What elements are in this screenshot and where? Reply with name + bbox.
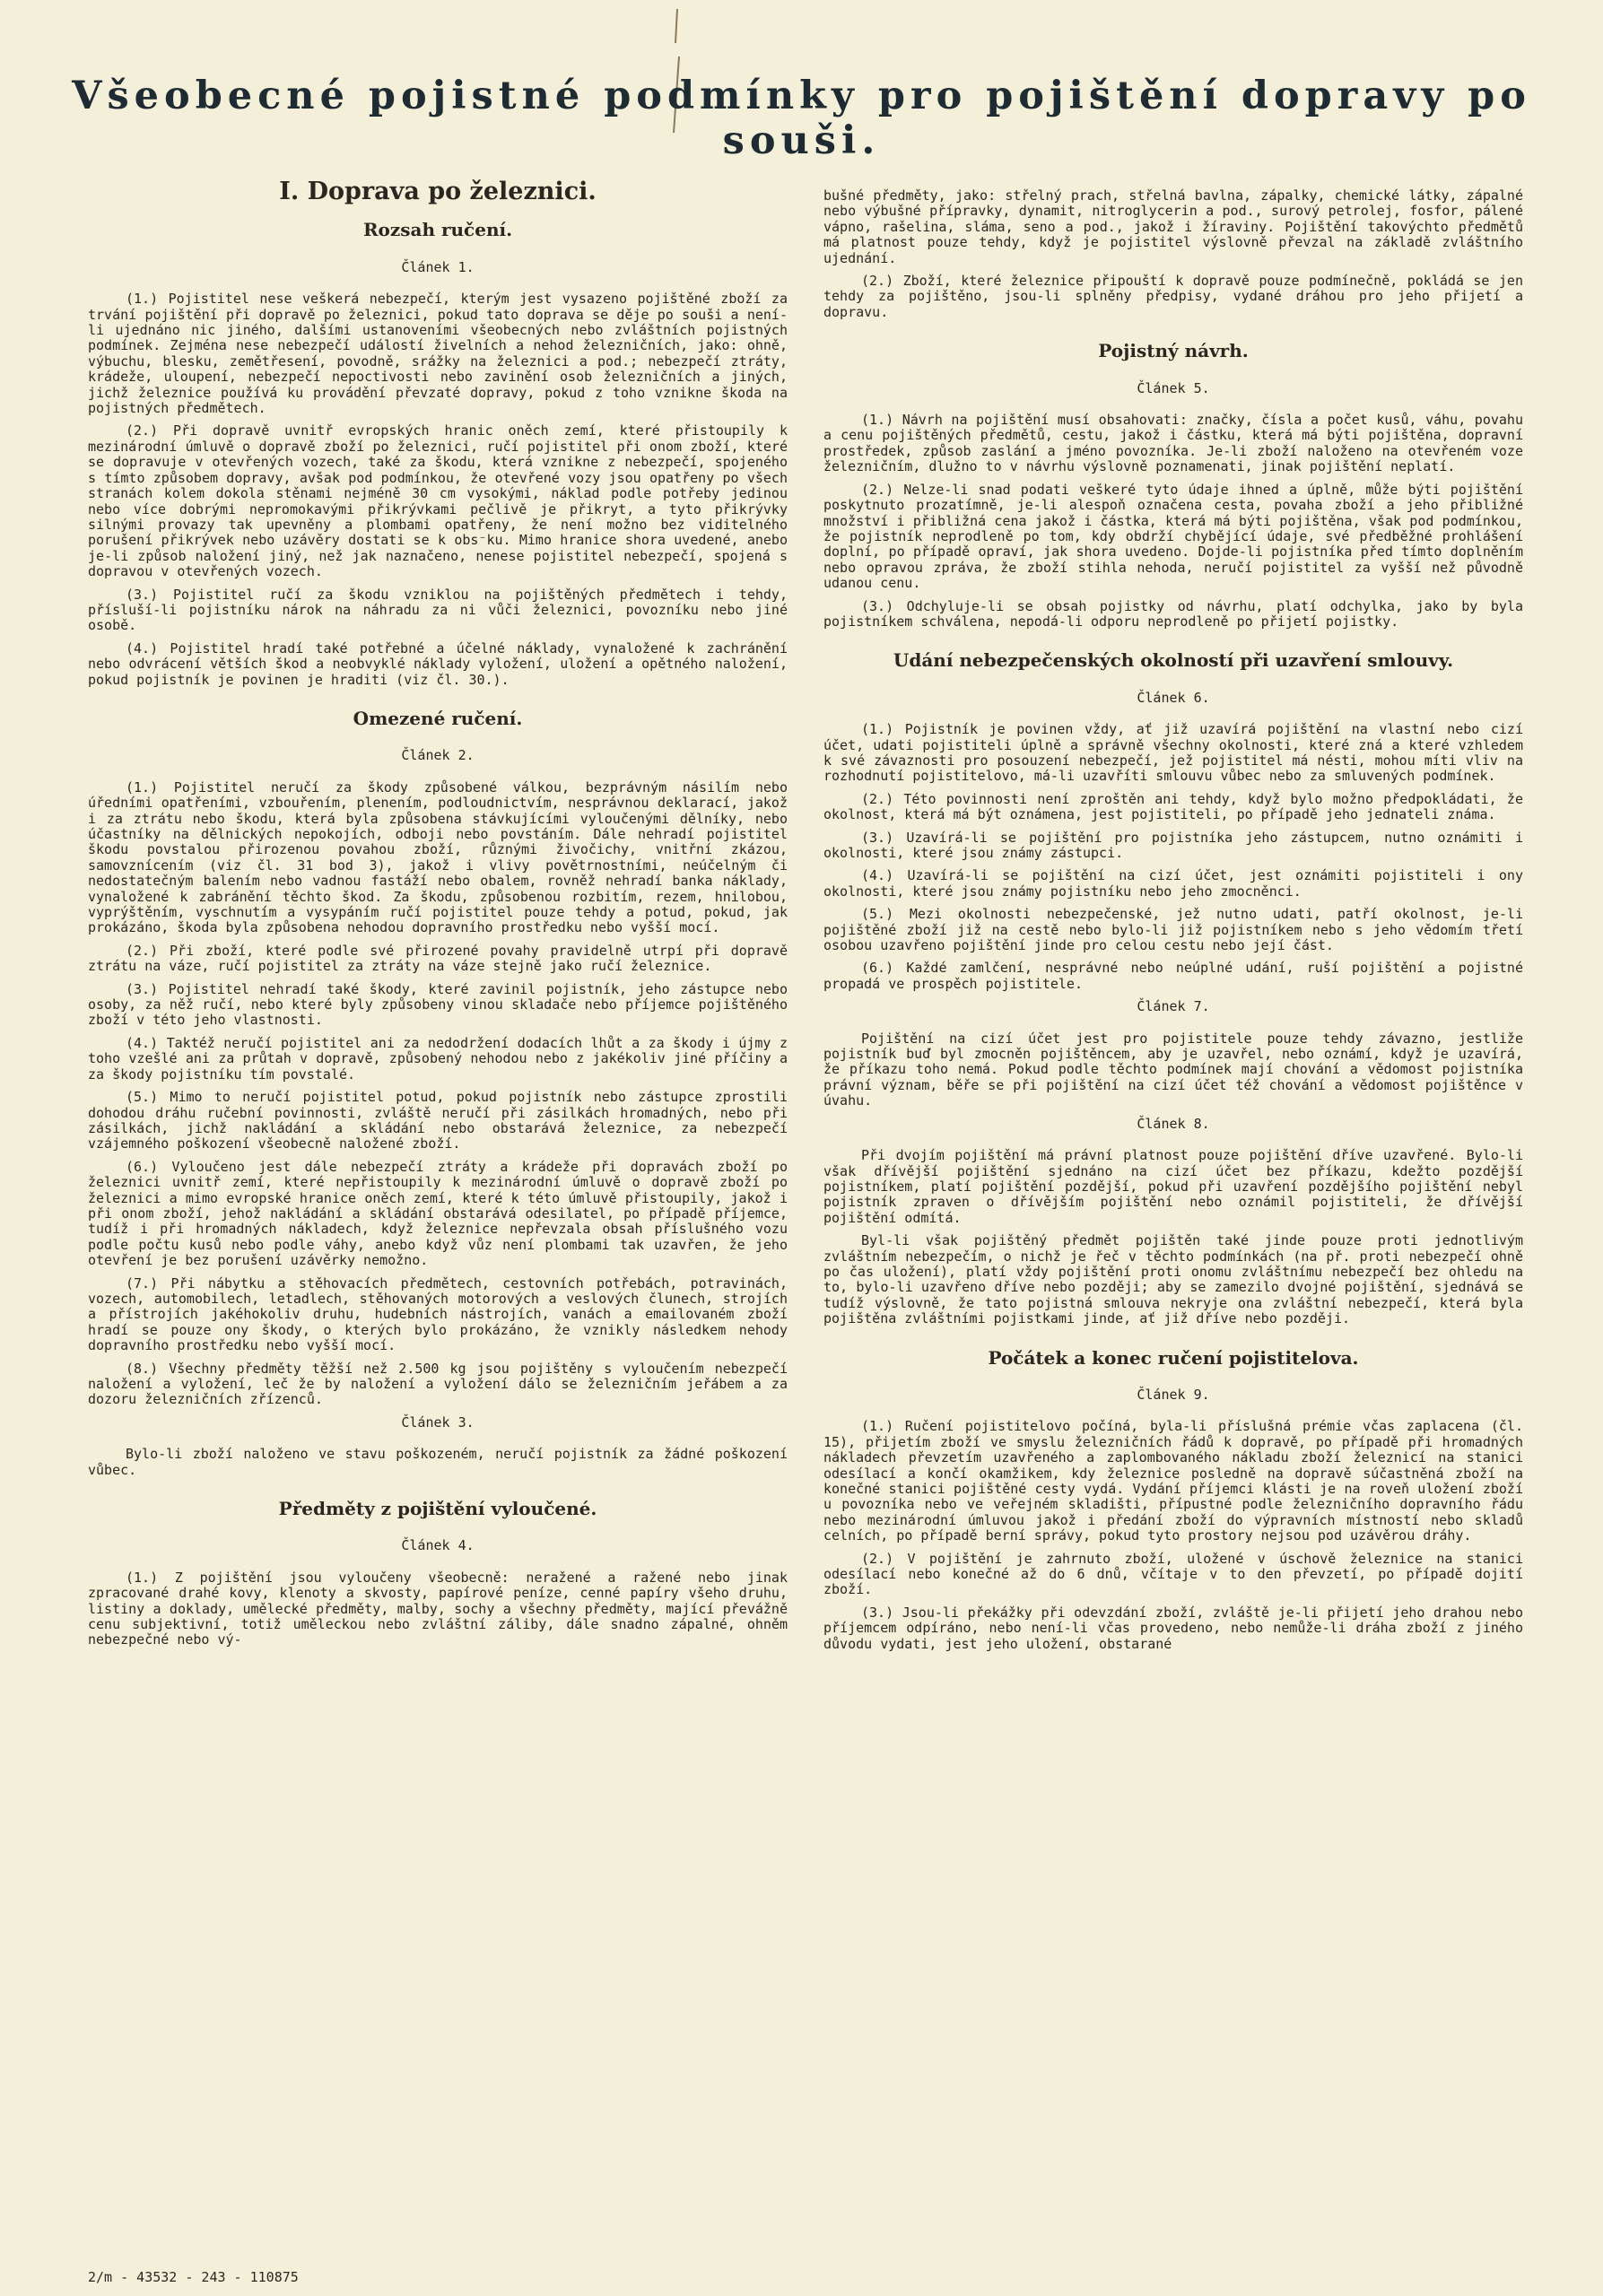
article-label: Článek 5.: [1137, 379, 1210, 396]
article-label: Článek 4.: [401, 1537, 475, 1554]
paragraph: (4.) Uzavírá-li se pojištění na cizí účet, jest oznámiti pojistiteli i ony okolnosti, které jsou známy pojistníku nebo jeho zmocněnci.: [823, 867, 1523, 900]
paragraph: (5.) Mezi okolnosti nebezpečenské, jež nutno udati, patří okolnost, je-li pojištěné zboží již na cestě nebo bylo-li již pojistníkem nebo s jeho vědomím třetí osobou uzavřeno pojištění jinde pro celou cestu nebo její část.: [823, 906, 1523, 954]
article-label: Článek 9.: [1137, 1386, 1210, 1403]
paragraph: (3.) Odchyluje-li se obsah pojistky od návrhu, platí odchylka, jako by byla pojistníkem schválena, nepodá-li odporu neprodleně po přijetí pojistky.: [823, 597, 1523, 630]
paragraph: Při dvojím pojištění má právní platnost pouze pojištění dříve uzavřené. Bylo-li však dřívější pojištění sjednáno na cizí účet bez příkazu, kdežto pozdější pojistníkem, platí pojištění pozdější, pokud při uzavření pozdějšího pojištění nebyl pojistník zpraven o dřívějším pojištění nebo oznámil pojistiteli, že dřívější pojištění odmítá.: [823, 1147, 1523, 1226]
section-heading-scope: Rozsah ručení.: [362, 219, 513, 241]
right-column: [823, 188, 1523, 1659]
paragraph: (1.) Pojistitel neručí za škody způsobené válkou, bezprávným násilím nebo úředními opatřeními, vzbouřením, plenením, podloudnictvím, nesprávnou deklarací, jakož i za ztrátu nebo škodu, která byla způsobena stávkujícími vyloučenými dělníky, nebo účastníky na dělnických nepokojích, odboji nebo povstáním. Dále nehradí pojistitel škodu povstalou přirozenou povahou zboží, různými živočichy, vnitřní zkázou, samovznícením (viz čl. 31 bod 3), jakož i vlivy povětrnostními, neúčelným či nedostatečným balením nebo vadnou fastáží nebo obalem, rovněž nehradí banka náklady, vynaložené k zabránění těchto škod. Za škodu, způsobenou rozbitím, rezem, hnilobou, vyprýštěním, vyschnutím a vysypáním ručí pojistitel pouze tehdy a potud, pokud, jak prokázáno, škoda byla způsobena nehodou dopravního prostředku nebo vyšší mocí.: [88, 778, 788, 936]
print-code: 2/m - 43532 - 243 - 110875: [88, 2269, 299, 2285]
section-heading-risk-circumstances: Udání nebezpečenských okolností při uzavření smlouvy.: [893, 649, 1454, 672]
paragraph: Byl-li však pojištěný předmět pojištěn také jinde pouze proti jednotlivým zvláštním nebezpečím, o nichž je řeč v těchto podmínkách (na př. proti nebezpečí ohně po čas uložení), platí vždy pojištění proti onomu zvláštnímu nebezpečí bez ohledu na to, bylo-li uzavřeno dříve nebo později; aby se zamezilo dvojné pojištění, sjednává se tudíž výslovně, že tato pojistná smlouva nekryje ona zvláštní nebezpečí, která byla pojištěna zvláštními pojistkami jinde, ať již dříve nebo později.: [823, 1232, 1523, 1327]
paragraph: (6.) Každé zamlčení, nesprávné nebo neúplné udání, ruší pojištění a pojistné propadá ve prospěch pojistitele.: [823, 960, 1523, 992]
paragraph: (1.) Ručení pojistitelovo počíná, byla-li příslušná prémie včas zaplacena (čl. 15), přijetím zboží ve smyslu železničních řádů k dopravě, po případě při hromadných nákladech převzetím uzavřeného a zaplombovaného nákladu zboží železnicí na stanici odesílací a končí okamžikem, kdy železnice posledně na dopravě súčastněná zboží na konečné stanici pojištěné cesty vydá. Vydání příjemci klásti je na roveň uložení zboží u povozníka nebo ve veřejném skladišti, přípustné podle železničního dopravního řádu nebo mezinárodní úmluvou jakož i předání zboží do výpravních místností nebo skladů celních, po případě berní správy, pokud tyto prostory nejsou pod uzávěrou dráhy.: [823, 1418, 1523, 1544]
paragraph: (1.) Z pojištění jsou vyloučeny všeobecně: neražené a ražené nebo jinak zpracované drahé kovy, klenoty a skvosty, papírové peníze, cenné papíry všeho druhu, listiny a doklady, umělecké předměty, malby, sochy a všechny předměty, mající převážně cenu subjektivní, totiž uměleckou nebo zvláštní záliby, dále snadno zápalné, ohněm nebezpečné nebo vý-: [88, 1569, 788, 1648]
paragraph: Bylo-li zboží naloženo ve stavu poškozeném, neručí pojistník za žádné poškození vůbec.: [88, 1446, 788, 1478]
paragraph: (4.) Taktéž neručí pojistitel ani za nedodržení dodacích lhůt a za škody i újmy z toho vzešlé ani za průtah v dopravě, způsobený nehodou nebo z jakékoliv jiné příčiny a za škody pojistníku tím povstalé.: [88, 1034, 788, 1083]
article-label: Článek 7.: [1137, 998, 1210, 1015]
paragraph: (2.) Při dopravě uvnitř evropských hranic oněch zemí, které přistoupily k mezinárodní úmluvě o dopravě zboží po železnici, ručí pojistitel při onom zboží, které se dopravuje v otevřených vozech, také za škodu, která vznikne z nebezpečí, spojeného s tímto způsobem dopravy, avšak pod podmínkou, že otevřené vozy jsou opatřeny po všech stranách kolem dokola stěnami nejméně 30 cm vysokými, náklad podle potřeby jedinou nebo více dobrými nepromokavými přikrývkami pečlivě je přikryt, a tyto přikrývky silnými provazy tak upevněny a plombami opatřeny, že není možno bez viditelného porušení přikrývek nebo uzávěry dostati se k obs⁻ku. Mimo hranice shora uvedené, anebo je-li způsob naložení jiný, než jak naznačeno, nenese pojistitel nebezpečí, spojená s dopravou v otevřených vozech.: [88, 422, 788, 580]
article-label: Článek 2.: [401, 747, 475, 764]
section-heading-excluded: Předměty z pojištění vyloučené.: [278, 1498, 597, 1520]
article-label: Článek 6.: [1137, 689, 1210, 706]
paragraph: Pojištění na cizí účet jest pro pojistitele pouze tehdy závazno, jestliže pojistník buď byl zmocněn pojištěncem, aby je uzavřel, nebo oznámí, když je uzavírá, že příkazu toho nemá. Pokud podle těchto podmínek mají chování a vědomost pojistníka právní význam, běře se při pojištění na cizí účet též chování a vědomost pojištěnce v úvahu.: [823, 1030, 1523, 1109]
article-label: Článek 1.: [401, 258, 475, 275]
paragraph: (3.) Uzavírá-li se pojištění pro pojistníka jeho zástupcem, nutno oznámiti i okolnosti, které jsou známy zástupci.: [823, 829, 1523, 861]
section-heading-proposal: Pojistný návrh.: [1098, 340, 1249, 362]
paragraph: (3.) Jsou-li překážky při odevzdání zboží, zvláště je-li přijetí jeho drahou nebo příjemcem odpíráno, nebo není-li včas provedeno, nebo nemůže-li dráha zboží z jiného důvodu vydati, jest jeho uložení, obstarané: [823, 1604, 1523, 1652]
paragraph: (2.) Zboží, které železnice připouští k dopravě pouze podmínečně, pokládá se jen tehdy za pojištěno, jsou-li splněny předpisy, vydané dráhou pro jeho přijetí a dopravu.: [823, 273, 1523, 320]
paragraph: (7.) Při nábytku a stěhovacích předmětech, cestovních potřebách, potravinách, vozech, automobilech, letadlech, stěhovaných motorových a veslových člunech, strojích a přístrojích jakéhokoliv druhu, hudebních nástrojích, vanách a emailovaném zboží hradí se pouze ony škody, o kterých bylo prokázáno, že vznikly následkem nehody dopravního prostředku nebo vyšší mocí.: [88, 1274, 788, 1354]
paragraph: (3.) Pojistitel nehradí také škody, které zavinil pojistník, jeho zástupce nebo osoby, za něž ručí, nebo které byly způsobeny vinou skladače nebo příjemce pojištěného zboží v této jeho vlastnosti.: [88, 980, 788, 1029]
paragraph: (2.) Při zboží, které podle své přirozené povahy pravidelně utrpí při dopravě ztrátu na váze, ručí pojistitel za ztráty na váze stejně jako ručí železnice.: [88, 942, 788, 975]
section-heading-start-end: Počátek a konec ručení pojistitelova.: [988, 1346, 1359, 1369]
left-column: [88, 175, 788, 1656]
section-heading-limited: Omezené ručení.: [353, 707, 523, 729]
paragraph: bušné předměty, jako: střelný prach, střelná bavlna, zápalky, chemické látky, zápalné nebo výbušné přípravky, dynamit, nitroglycerin a pod., surový petrolej, fosfor, pálené vápno, rašelina, sláma, seno a pod., jakož i žíraviny. Pojištění takovýchto předmětů má platnost pouze tehdy, když je pojistitel výslovně převzal na základě zvláštního ujednání.: [823, 187, 1523, 266]
article-label: Článek 3.: [401, 1413, 475, 1431]
paragraph: (1.) Pojistník je povinen vždy, ať již uzavírá pojištění na vlastní nebo cizí účet, udati pojistiteli úplně a správně všechny okolnosti, které zná a které vzhledem k své závaznosti pro posouzení nebezpečí, jež pojistitel má nésti, mohou míti vliv na rozhodnutí pojistitelovo, má-li uzavříti smlouvu vůbec nebo za smluvených podmínek.: [823, 721, 1523, 785]
paragraph: (8.) Všechny předměty těžší než 2.500 kg jsou pojištěny s vyloučením nebezpečí naložení a vyložení, leč že by naložení a vyložení dálo se železničním jeřábem a za dozoru železničních zřízenců.: [88, 1360, 788, 1408]
paragraph: (1.) Pojistitel nese veškerá nebezpečí, kterým jest vysazeno pojištěné zboží za trvání pojištění při dopravě po železnici, pokud tato doprava se děje po souši a není-li ujednáno nic jiného, dalšími ustanoveními všeobecných nebo zvláštních pojistných podmínek. Zejména nese nebezpečí událostí živelních a nehod železničních, jako: ohně, výbuchu, blesku, zemětřesení, povodně, srážky na železnici a pod.; nebezpečí ztráty, krádeže, uloupení, nebezpečí nepoctivosti nebo zavinění osob železničních a jiných, jichž železnice používá ku provádění převzaté dopravy, pokud z toho vznikne škoda na pojistných předmětech.: [88, 291, 788, 417]
part-heading: I. Doprava po železnici.: [279, 178, 597, 205]
paragraph: (2.) V pojištění je zahrnuto zboží, uložené v úschově železnice na stanici odesílací nebo konečné až do 6 dnů, včítaje v to den převzetí, po případě dojití zboží.: [823, 1550, 1523, 1598]
article-label: Článek 8.: [1137, 1115, 1210, 1132]
paragraph: (2.) Této povinnosti není zproštěn ani tehdy, když bylo možno předpokládati, že okolnost, která má být oznámena, jest pojistiteli, po případě jeho jednateli známa.: [823, 790, 1523, 823]
paragraph: (4.) Pojistitel hradí také potřebné a účelné náklady, vynaložené k zachránění nebo odvrácení větších škod a neobvyklé náklady vyložení, uložení a opětného naložení, pokud pojistník je povinen je hraditi (viz čl. 30.).: [88, 639, 788, 688]
paragraph: (5.) Mimo to neručí pojistitel potud, pokud pojistník nebo zástupce zprostili dohodou dráhu ručební povinnosti, zvláště neručí při zásilkách hromadných, nebo při zásilkách, jichž nakládání a skládání nebo obstarává železnice, za nebezpečí vzájemného poškození všeobecně naložené zboží.: [88, 1089, 788, 1152]
paragraph: (6.) Vyloučeno jest dále nebezpečí ztráty a krádeže při dopravách zboží po železnici uvnitř zemí, které nepřistoupily k mezinárodní úmluvě o dopravě zboží po železnici a mimo evropské hranice oněch zemí, které k této úmluvě přistoupily, jakož i při onom zboží, jehož nakládání a skládání obstarává odesilatel, po případě příjemce, tudíž i při hromadných nákladech, když železnice nepřevzala obsah příslušného vozu podle počtu kusů nebo podle váhy, anebo když vůz není plombami tak uzavřen, že jeho otevření je bez porušení uzávěrky nemožno.: [88, 1158, 788, 1269]
paragraph: (2.) Nelze-li snad podati veškeré tyto údaje ihned a úplně, může býti pojištění poskytnuto prozatímně, je-li alespoň označena cesta, povaha zboží a jeho přibližné množství i přibližná cena jakož i částka, která má býti pojištěna, však pod podmínkou, že pojistník neprodleně po tom, kdy obdrží chybějící údaje, své předběžné prohlášení doplní, po případě opraví, jak shora uvedeno. Dojde-li pojistníka před tímto doplněním nebo opravou zpráva, že zboží stihla nehoda, neručí pojistitel za vyšší než původně udanou cenu.: [823, 481, 1523, 592]
paragraph: (3.) Pojistitel ručí za škodu vzniklou na pojištěných předmětech i tehdy, přísluší-li pojistníku nárok na náhradu za ni vůči železnici, povozníku nebo jiné osobě.: [88, 586, 788, 634]
paragraph: (1.) Návrh na pojištění musí obsahovati: značky, čísla a počet kusů, váhu, povahu a cenu pojištěných předmětů, cestu, jakož i částku, která má býti pojištěna, dopravní prostředek, způsob zaslání a jméno povozníka. Je-li zboží naloženo na otevřeném voze železničním, dlužno to v návrhu výslovně poznamenati, jinak pojištění neplatí.: [823, 412, 1523, 475]
document-title: Všeobecné pojistné podmínky pro pojištění dopravy po souši.: [72, 74, 1531, 163]
